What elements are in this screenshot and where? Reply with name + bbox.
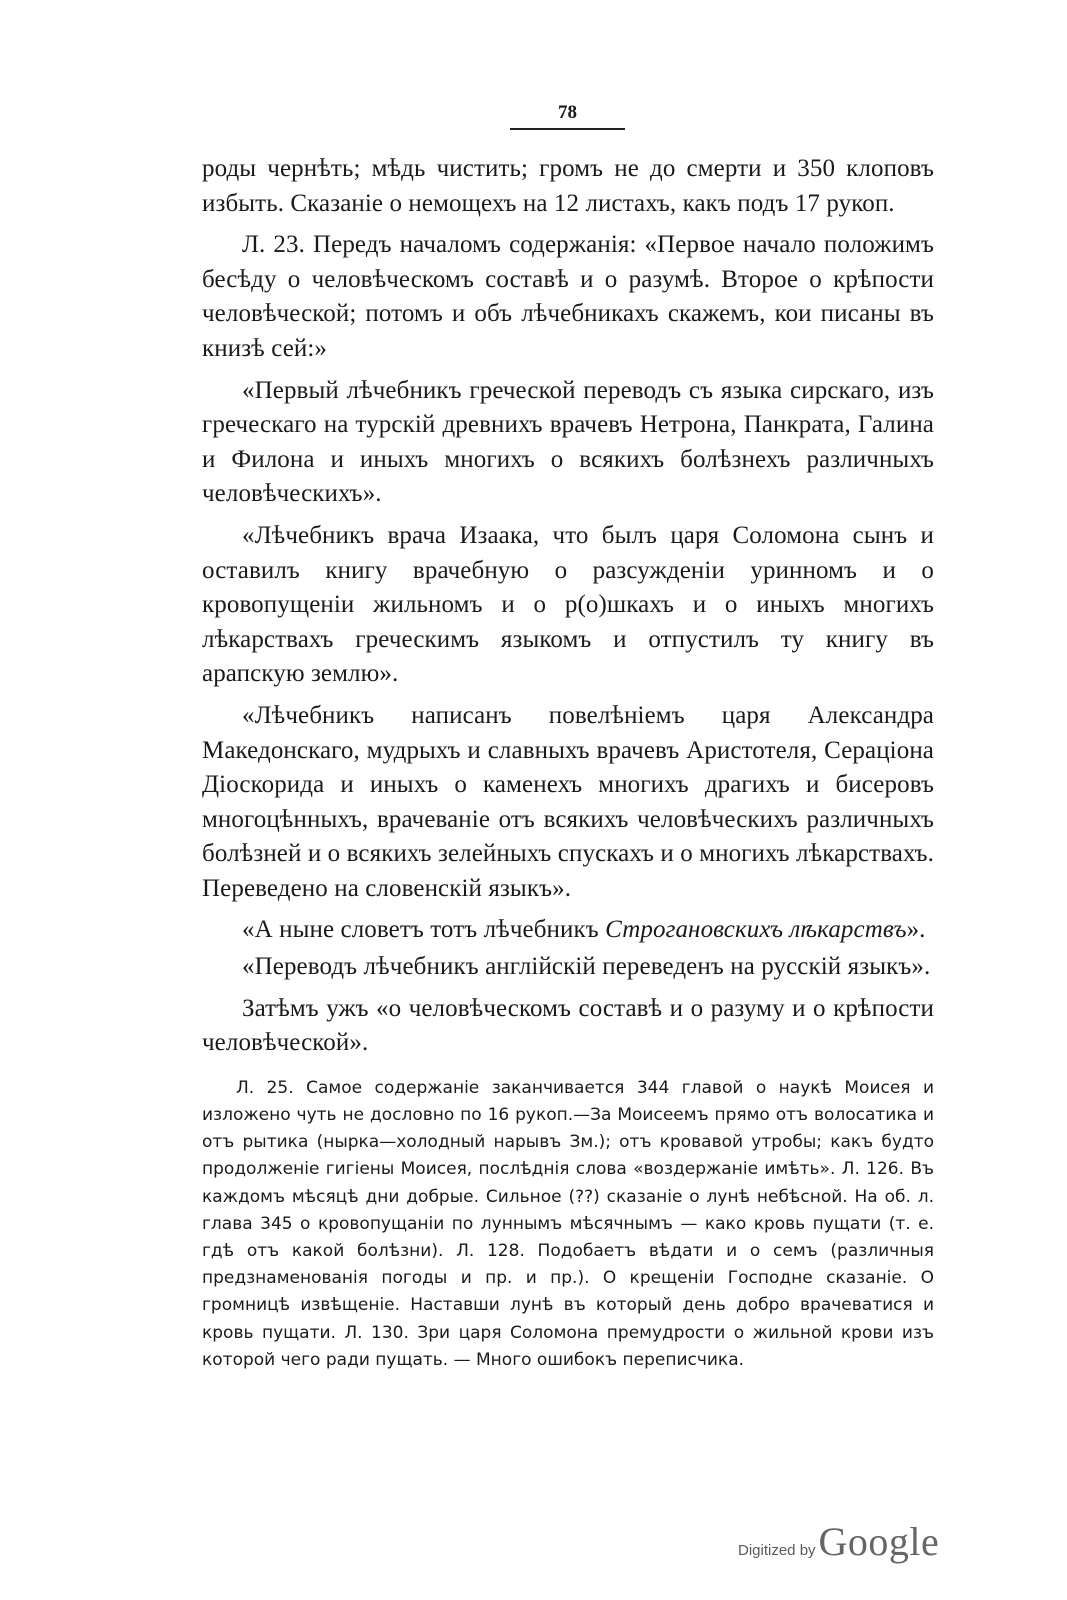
page-number: 78 — [558, 102, 577, 123]
paragraph-2: Л. 23. Передъ началомъ содержанія: «Первое начало положимъ бесѣду о человѣческомъ составѣ и о разумѣ. Второе о крѣпости человѣческой; потомъ и объ лѣчебникахъ скажемъ, кои писаны въ книзѣ сей:» — [202, 231, 934, 362]
footnote-paragraph: Л. 25. Самое содержаніе заканчивается 344 главой о наукѣ Моисея и изложено чуть не дословно по 16 рукоп.—За Моисеемъ прямо отъ волосатика и отъ рытика (нырка—холодный нарывъ Зм.); отъ кровавой утробы; какъ будто продолженіе гигіены Моисея, послѣднія слова «воздержаніе имѣть». Л. 126. Въ каждомъ мѣсяцѣ дни добрые. Сильное (??) сказаніе о лунѣ небѣсной. На об. л. глава 345 о кровопущаніи по луннымъ мѣсячнымъ — како кровь пущати (т. е. гдѣ отъ какой болѣзни). Л. 128. Подобаетъ вѣдати и о семъ (различныя предзнаменованія погоды и пр. и пр.). О крещеніи Господне сказаніе. О громницѣ извѣщеніе. Наставши лунѣ въ который день добро врачеватися и кровь пущати. Л. 130. Зри царя Соломона премудрости о жильной крови изъ которой чего ради пущать. — Много ошибокъ переписчика. — [202, 1077, 934, 1370]
paragraph-6-italic-title: Строгановскихъ лѣкарствъ — [605, 916, 907, 944]
paragraph-7: «Переводъ лѣчебникъ англійскій переведенъ на русскій языкъ». — [242, 953, 931, 981]
paragraph-6-end: ». — [906, 916, 926, 944]
page-number-rule — [510, 128, 625, 130]
paragraph-6 — [202, 913, 934, 948]
digitized-watermark — [738, 1518, 939, 1565]
paragraph-3: «Первый лѣчебникъ греческой переводъ съ языка сирскаго, изъ греческаго на турскій древнихъ врачевъ Нетрона, Панкрата, Галина и Филона и иныхъ многихъ о всякихъ болѣзнехъ различныхъ человѣческихъ». — [202, 376, 934, 508]
paragraph-5: «Лѣчебникъ написанъ повелѣніемъ царя Александра Македонскаго, мудрыхъ и славныхъ врачевъ Аристотеля, Сераціона Діоскорида и иныхъ о каменехъ многихъ драгихъ и бисеровъ многоцѣнныхъ, врачеваніе отъ всякихъ человѣческихъ различныхъ болѣзней и о всякихъ зелейныхъ спускахъ и о многихъ лѣкарствахъ. Переведено на словенскій языкъ». — [202, 701, 934, 902]
paragraph-1: роды чернѣть; мѣдь чистить; громъ не до смерти и 350 клоповъ избыть. Сказаніе о немощехъ на 12 листахъ, какъ подъ 17 рукоп. — [202, 155, 934, 217]
main-text — [202, 152, 934, 1381]
google-logo: Google — [818, 1519, 940, 1564]
watermark-prefix: Digitized by — [738, 1542, 816, 1559]
paragraph-4: «Лѣчебникъ врача Изаака, что былъ царя Соломона сынъ и оставилъ книгу врачебную о разсужденіи уринномъ и о кровопущеніи жильномъ и о р(о)шкахъ и о иныхъ многихъ лѣкарствахъ греческимъ языкомъ и отпустилъ ту книгу въ арапскую землю». — [202, 521, 934, 688]
paragraph-8: Затѣмъ ужъ «о человѣческомъ составѣ и о разуму и о крѣпости человѣческой». — [202, 994, 934, 1057]
paragraph-6-start: «А ныне словетъ тотъ лѣчебникъ — [242, 916, 606, 944]
